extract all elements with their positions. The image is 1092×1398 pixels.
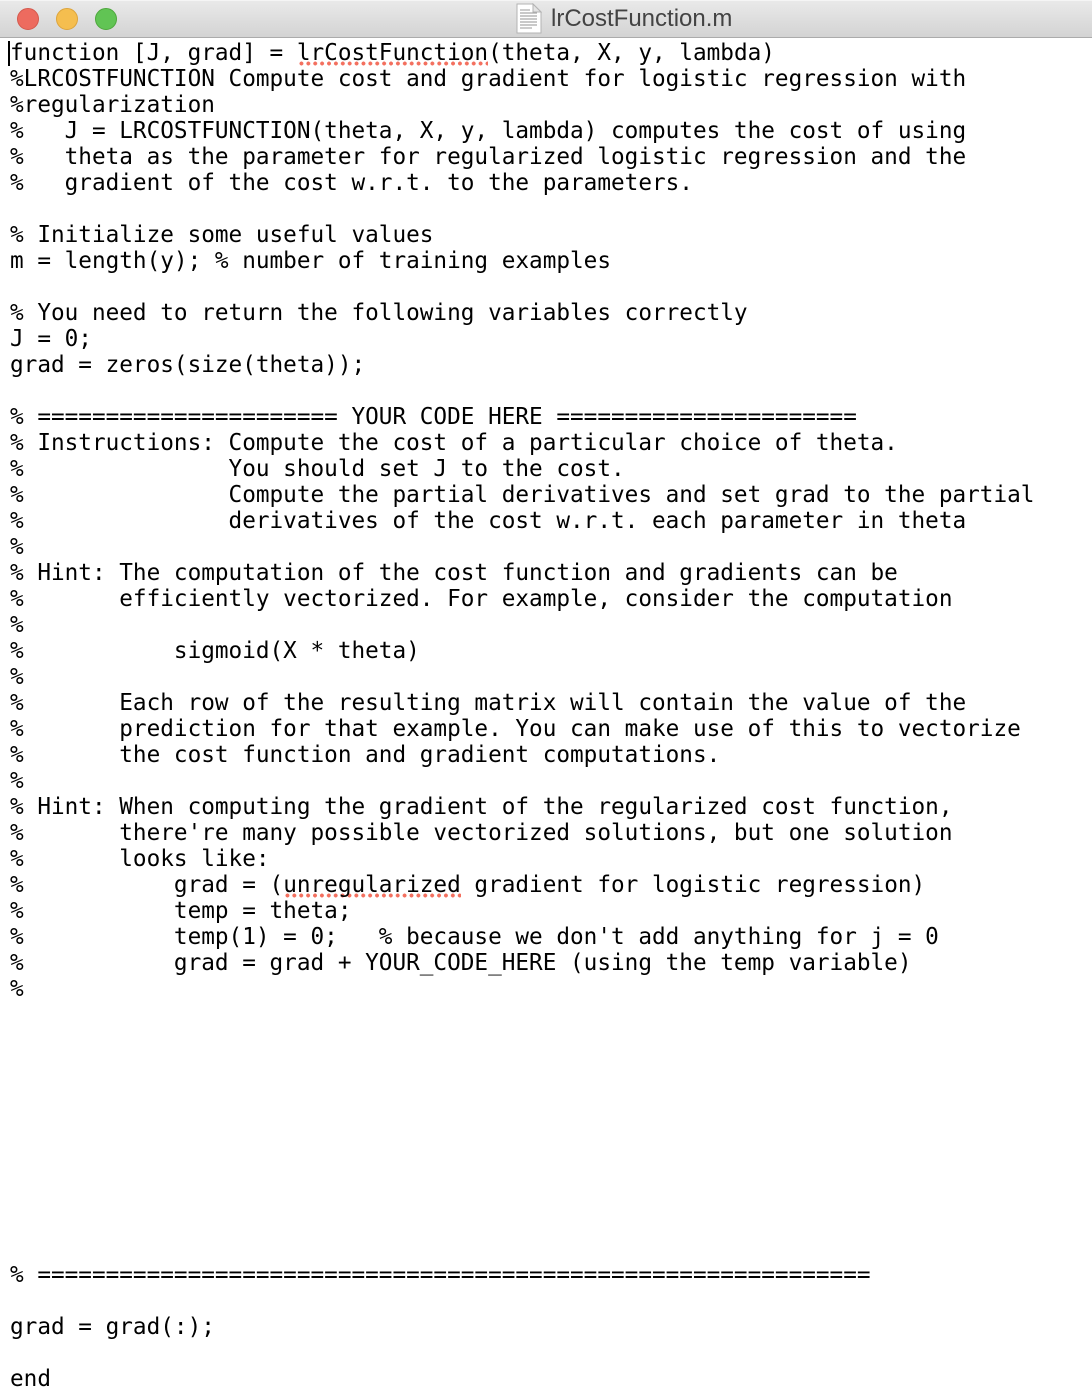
title-group (516, 0, 732, 37)
code-line: % theta as the parameter for regularized logistic regression and the (10, 144, 967, 170)
code-line (10, 1080, 1092, 1106)
code-line: %regularization (10, 92, 215, 118)
document-icon[interactable] (516, 3, 542, 34)
code-line: % there're many possible vectorized solutions, but one solution (10, 820, 953, 846)
code-line: % (10, 976, 24, 1002)
misspelled-word: lrCostFunction (296, 40, 489, 66)
code-area[interactable] (0, 38, 1092, 1398)
code-line (10, 1210, 1092, 1236)
code-line: % (10, 768, 24, 794)
window-controls (0, 0, 117, 37)
code-line: % temp(1) = 0; % because we don't add anything for j = 0 (10, 924, 939, 950)
code-line: % ============================================================= (10, 1262, 871, 1288)
code-line: J = 0; (10, 326, 92, 352)
code-line (10, 1184, 1092, 1210)
code-line (10, 1288, 1092, 1314)
code-line: % looks like: (10, 846, 270, 872)
code-line: % Instructions: Compute the cost of a particular choice of theta. (10, 430, 898, 456)
minimize-button[interactable] (56, 8, 78, 30)
code-line (10, 1158, 1092, 1184)
code-line: % gradient of the cost w.r.t. to the parameters. (10, 170, 693, 196)
close-button[interactable] (17, 8, 39, 30)
code-line: % sigmoid(X * theta) (10, 638, 420, 664)
window-title: lrCostFunction.m (551, 4, 733, 32)
code-line: % You need to return the following variables correctly (10, 300, 748, 326)
code-line (10, 1132, 1092, 1158)
code-line: % ====================== YOUR CODE HERE ====================== (10, 404, 857, 430)
code-line: % efficiently vectorized. For example, consider the computation (10, 586, 953, 612)
code-line: % Compute the partial derivatives and set grad to the partial (10, 482, 1035, 508)
code-line (10, 1236, 1092, 1262)
code-line (10, 378, 1092, 404)
code-line: function [J, grad] = lrCostFunction(theta, X, y, lambda) (10, 40, 775, 66)
code-line: % You should set J to the cost. (10, 456, 625, 482)
code-line: %LRCOSTFUNCTION Compute cost and gradient for logistic regression with (10, 66, 967, 92)
code-line (10, 1028, 1092, 1054)
zoom-button[interactable] (95, 8, 117, 30)
code-line (10, 1106, 1092, 1132)
code-line: grad = grad(:); (10, 1314, 215, 1340)
code-line: % Initialize some useful values (10, 222, 434, 248)
code-line: % Hint: When computing the gradient of the regularized cost function, (10, 794, 953, 820)
code-line: % prediction for that example. You can make use of this to vectorize (10, 716, 1021, 742)
code-line (10, 274, 1092, 300)
code-line: % grad = grad + YOUR_CODE_HERE (using the temp variable) (10, 950, 912, 976)
code-line: end (10, 1366, 51, 1392)
title-bar[interactable] (0, 0, 1092, 38)
text-cursor (8, 41, 10, 66)
code-line (10, 1340, 1092, 1366)
code-line: % Each row of the resulting matrix will contain the value of the (10, 690, 967, 716)
code-line: grad = zeros(size(theta)); (10, 352, 366, 378)
code-line: % grad = (unregularized gradient for logistic regression) (10, 872, 926, 898)
code-line: % (10, 534, 24, 560)
code-line: % (10, 612, 24, 638)
code-line (10, 1054, 1092, 1080)
code-line: % the cost function and gradient computations. (10, 742, 721, 768)
code-line (10, 196, 1092, 222)
code-line: m = length(y); % number of training examples (10, 248, 611, 274)
code-line (10, 1002, 1092, 1028)
misspelled-word: unregularized (283, 872, 461, 898)
code-line: % (10, 664, 24, 690)
code-line: % temp = theta; (10, 898, 352, 924)
code-line: % derivatives of the cost w.r.t. each parameter in theta (10, 508, 967, 534)
code-line: % J = LRCOSTFUNCTION(theta, X, y, lambda) computes the cost of using (10, 118, 967, 144)
code-line: % Hint: The computation of the cost function and gradients can be (10, 560, 898, 586)
